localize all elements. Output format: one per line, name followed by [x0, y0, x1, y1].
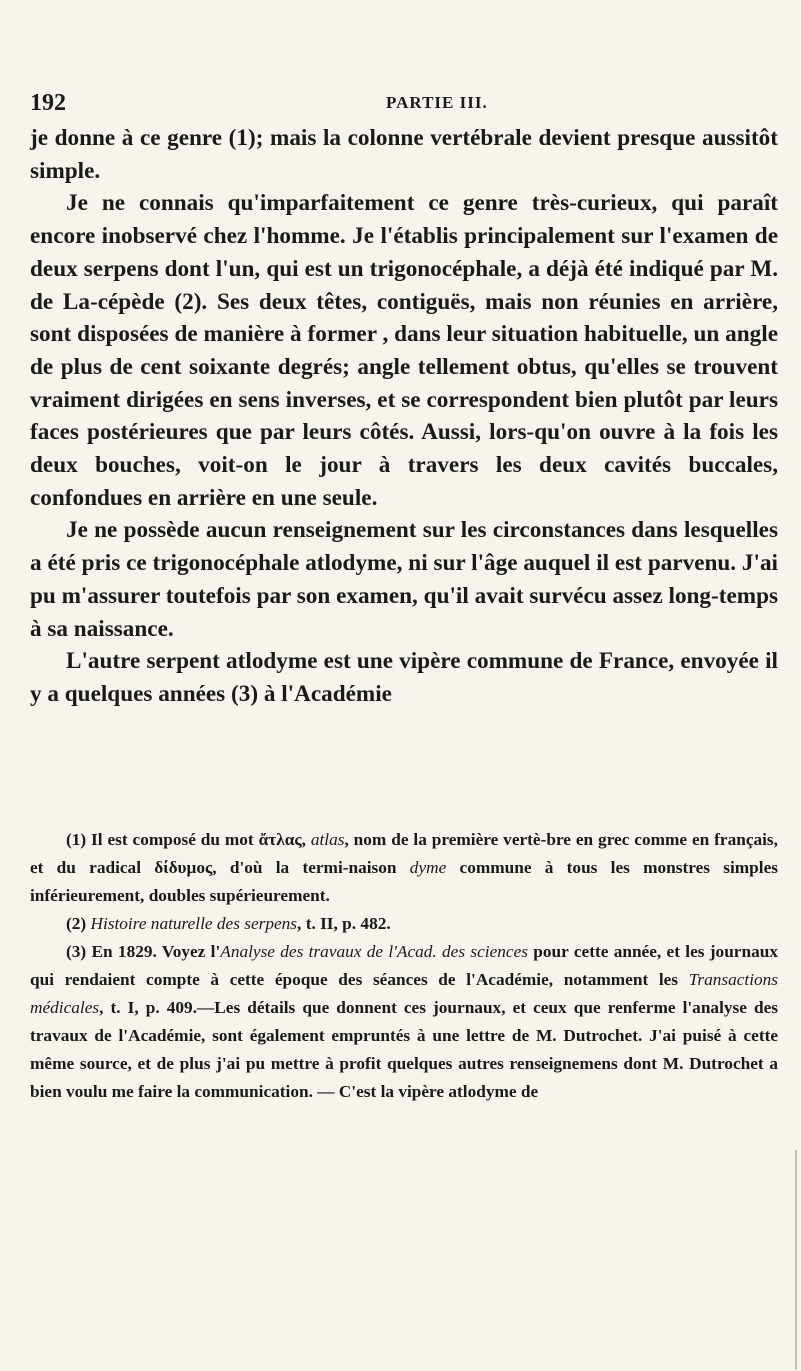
running-head: PARTIE III. — [386, 93, 488, 112]
footnote-text: , t. I, p. 409.—Les détails que donnent ces journaux, et ceux que renferme l'analyse des travaux de l'Académie, sont également empruntés à une lettre de M. Dutrochet. J'ai puisé à cette même source, et de plus j'ai pu mettre à profit quelques autres renseignemens dont M. Dutrochet a bien voulu me faire la communication. — C'est la vipère atlodyme de — [30, 998, 778, 1101]
footnotes — [30, 826, 778, 1106]
paragraph-continuation: je donne à ce genre (1); mais la colonne vertébrale devient presque aussitôt simple. — [30, 125, 778, 184]
paragraph: L'autre serpent atlodyme est une vipère commune de France, envoyée il y a quelques années (3) à l'Académie — [30, 648, 778, 707]
footnote-3 — [30, 938, 778, 1106]
footnote-text: (3) En 1829. Voyez l' — [66, 942, 221, 961]
footnote-2 — [30, 910, 778, 938]
paragraph: Je ne connais qu'imparfaitement ce genre très-curieux, qui paraît encore inobservé chez l'homme. Je l'établis principalement sur l'examen de deux serpens dont l'un, qui est un trigonocéphale, a déjà été indiqué par M. de La-cépède (2). Ses deux têtes, contiguës, mais non réunies en arrière, sont disposées de manière à former , dans leur situation habituelle, un angle de plus de cent soixante degrés; angle tellement obtus, qu'elles se trouvent vraiment dirigées en sens inverses, et se correspondent bien plutôt par leurs faces postérieures que par leurs côtés. Aussi, lors-qu'on ouvre à la fois les deux bouches, voit-on le jour à travers les deux cavités buccales, confondues en arrière en une seule. — [30, 190, 778, 511]
footnote-italic: atlas — [310, 830, 345, 849]
page-header — [30, 90, 770, 120]
footnote-1 — [30, 826, 778, 910]
page-number: 192 — [30, 90, 66, 116]
footnote-text: (1) Il est composé du mot ἄτλας, — [66, 830, 311, 849]
footnote-text: commune à tous les monstres simples inférieurement, doubles supérieurement. — [30, 858, 778, 905]
footnote-italic: Histoire naturelle des serpens — [90, 914, 298, 933]
footnote-text: , t. II, p. 482. — [297, 914, 391, 933]
footnote-text: (2) — [66, 914, 91, 933]
paragraph: Je ne possède aucun renseignement sur les circonstances dans lesquelles a été pris ce trigonocéphale atlodyme, ni sur l'âge auquel il est parvenu. J'ai pu m'assurer toutefois par son examen, qu'il avait survécu assez long-temps à sa naissance. — [30, 517, 778, 642]
footnote-text: , nom de la première vertè-bre en grec comme en français, et du radical δίδυμος, d'où la termi-naison — [30, 830, 778, 877]
footnote-italic: Analyse des travaux de l'Acad. des sciences — [220, 942, 528, 961]
footnote-italic: dyme — [409, 858, 447, 877]
page-edge-line — [795, 1150, 797, 1370]
footnote-italic: Transactions médicales — [30, 970, 778, 1017]
footnote-text: pour cette année, et les journaux qui rendaient compte à cette époque des séances de l'Académie, notamment les — [30, 942, 778, 989]
main-text — [30, 122, 778, 711]
